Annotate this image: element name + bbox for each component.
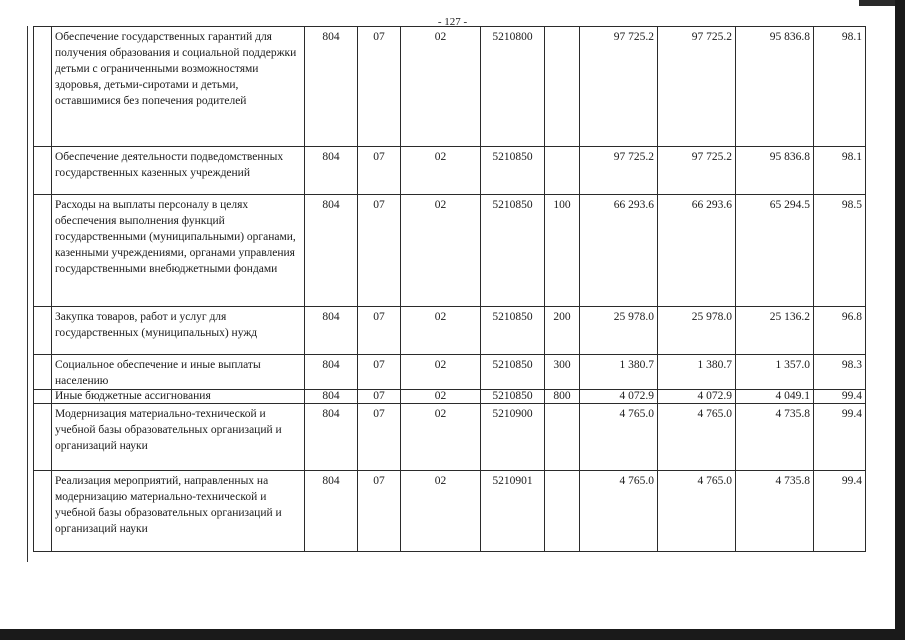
table-row bbox=[34, 307, 866, 355]
table-row bbox=[34, 27, 866, 147]
grbs-code: 804 bbox=[305, 27, 358, 147]
target-article-code: 5210850 bbox=[481, 147, 545, 195]
approved-amount: 97 725.2 bbox=[580, 27, 658, 147]
budget-execution-table bbox=[33, 26, 866, 552]
section-code: 07 bbox=[358, 404, 401, 471]
expense-type-code bbox=[545, 147, 580, 195]
grbs-code: 804 bbox=[305, 355, 358, 390]
expense-name: Расходы на выплаты персоналу в целях обеспечения выполнения функций государственными (муниципальными) органами, казенными учреждениями, органами управления государственными внебюджетными фондами bbox=[52, 195, 305, 307]
grbs-code: 804 bbox=[305, 390, 358, 404]
subsection-code: 02 bbox=[401, 27, 481, 147]
section-code: 07 bbox=[358, 147, 401, 195]
approved-amount: 4 765.0 bbox=[580, 471, 658, 552]
target-article-code: 5210850 bbox=[481, 307, 545, 355]
executed-amount: 65 294.5 bbox=[736, 195, 814, 307]
subsection-code: 02 bbox=[401, 390, 481, 404]
subsection-code: 02 bbox=[401, 307, 481, 355]
row-margin-cell bbox=[34, 195, 52, 307]
row-margin-cell bbox=[34, 471, 52, 552]
approved-amount: 1 380.7 bbox=[580, 355, 658, 390]
row-margin-cell bbox=[34, 147, 52, 195]
budget-list-amount: 4 765.0 bbox=[658, 471, 736, 552]
table-row bbox=[34, 471, 866, 552]
executed-amount: 4 049.1 bbox=[736, 390, 814, 404]
expense-name: Иные бюджетные ассигнования bbox=[52, 390, 305, 404]
executed-amount: 4 735.8 bbox=[736, 471, 814, 552]
grbs-code: 804 bbox=[305, 195, 358, 307]
scan-top-right-shadow bbox=[859, 0, 895, 6]
expense-name: Обеспечение деятельности подведомственных государственных казенных учреждений bbox=[52, 147, 305, 195]
subsection-code: 02 bbox=[401, 195, 481, 307]
grbs-code: 804 bbox=[305, 147, 358, 195]
approved-amount: 4 072.9 bbox=[580, 390, 658, 404]
page-number: - 127 - bbox=[437, 16, 468, 28]
table-row bbox=[34, 195, 866, 307]
target-article-code: 5210800 bbox=[481, 27, 545, 147]
executed-amount: 95 836.8 bbox=[736, 147, 814, 195]
approved-amount: 25 978.0 bbox=[580, 307, 658, 355]
grbs-code: 804 bbox=[305, 404, 358, 471]
subsection-code: 02 bbox=[401, 355, 481, 390]
left-margin-rule bbox=[27, 26, 28, 562]
grbs-code: 804 bbox=[305, 471, 358, 552]
row-margin-cell bbox=[34, 27, 52, 147]
expense-name: Социальное обеспечение и иные выплаты населению bbox=[52, 355, 305, 390]
row-margin-cell bbox=[34, 307, 52, 355]
table-row bbox=[34, 147, 866, 195]
expense-type-code: 100 bbox=[545, 195, 580, 307]
executed-amount: 95 836.8 bbox=[736, 27, 814, 147]
row-margin-cell bbox=[34, 404, 52, 471]
expense-name: Закупка товаров, работ и услуг для государственных (муниципальных) нужд bbox=[52, 307, 305, 355]
budget-list-amount: 97 725.2 bbox=[658, 27, 736, 147]
subsection-code: 02 bbox=[401, 471, 481, 552]
expense-name: Модернизация материально-технической и учебной базы образовательных организаций и организаций науки bbox=[52, 404, 305, 471]
section-code: 07 bbox=[358, 195, 401, 307]
target-article-code: 5210850 bbox=[481, 390, 545, 404]
budget-list-amount: 66 293.6 bbox=[658, 195, 736, 307]
section-code: 07 bbox=[358, 471, 401, 552]
execution-percent: 96.8 bbox=[814, 307, 866, 355]
budget-list-amount: 97 725.2 bbox=[658, 147, 736, 195]
approved-amount: 4 765.0 bbox=[580, 404, 658, 471]
target-article-code: 5210850 bbox=[481, 195, 545, 307]
budget-list-amount: 25 978.0 bbox=[658, 307, 736, 355]
section-code: 07 bbox=[358, 355, 401, 390]
row-margin-cell bbox=[34, 390, 52, 404]
approved-amount: 97 725.2 bbox=[580, 147, 658, 195]
table-row bbox=[34, 390, 866, 404]
execution-percent: 98.3 bbox=[814, 355, 866, 390]
expense-type-code bbox=[545, 27, 580, 147]
expense-type-code: 200 bbox=[545, 307, 580, 355]
execution-percent: 99.4 bbox=[814, 390, 866, 404]
budget-list-amount: 1 380.7 bbox=[658, 355, 736, 390]
section-code: 07 bbox=[358, 390, 401, 404]
expense-type-code bbox=[545, 471, 580, 552]
target-article-code: 5210850 bbox=[481, 355, 545, 390]
expense-type-code: 300 bbox=[545, 355, 580, 390]
execution-percent: 98.1 bbox=[814, 147, 866, 195]
subsection-code: 02 bbox=[401, 147, 481, 195]
executed-amount: 1 357.0 bbox=[736, 355, 814, 390]
budget-list-amount: 4 072.9 bbox=[658, 390, 736, 404]
grbs-code: 804 bbox=[305, 307, 358, 355]
target-article-code: 5210900 bbox=[481, 404, 545, 471]
expense-name: Реализация мероприятий, направленных на модернизацию материально-технической и учебной базы образовательных организаций и организаций науки bbox=[52, 471, 305, 552]
row-margin-cell bbox=[34, 355, 52, 390]
executed-amount: 25 136.2 bbox=[736, 307, 814, 355]
scan-bottom-edge bbox=[0, 629, 905, 640]
table-row bbox=[34, 355, 866, 390]
scan-right-edge bbox=[895, 0, 905, 640]
execution-percent: 98.5 bbox=[814, 195, 866, 307]
execution-percent: 99.4 bbox=[814, 404, 866, 471]
expense-name: Обеспечение государственных гарантий для получения образования и социальной поддержки детьми с ограниченными возможностями здоровья, детьми-сиротами и детьми, оставшимися без попечения родителей bbox=[52, 27, 305, 147]
expense-type-code bbox=[545, 404, 580, 471]
budget-list-amount: 4 765.0 bbox=[658, 404, 736, 471]
expense-type-code: 800 bbox=[545, 390, 580, 404]
execution-percent: 99.4 bbox=[814, 471, 866, 552]
approved-amount: 66 293.6 bbox=[580, 195, 658, 307]
section-code: 07 bbox=[358, 307, 401, 355]
execution-percent: 98.1 bbox=[814, 27, 866, 147]
target-article-code: 5210901 bbox=[481, 471, 545, 552]
table-row bbox=[34, 404, 866, 471]
section-code: 07 bbox=[358, 27, 401, 147]
executed-amount: 4 735.8 bbox=[736, 404, 814, 471]
subsection-code: 02 bbox=[401, 404, 481, 471]
